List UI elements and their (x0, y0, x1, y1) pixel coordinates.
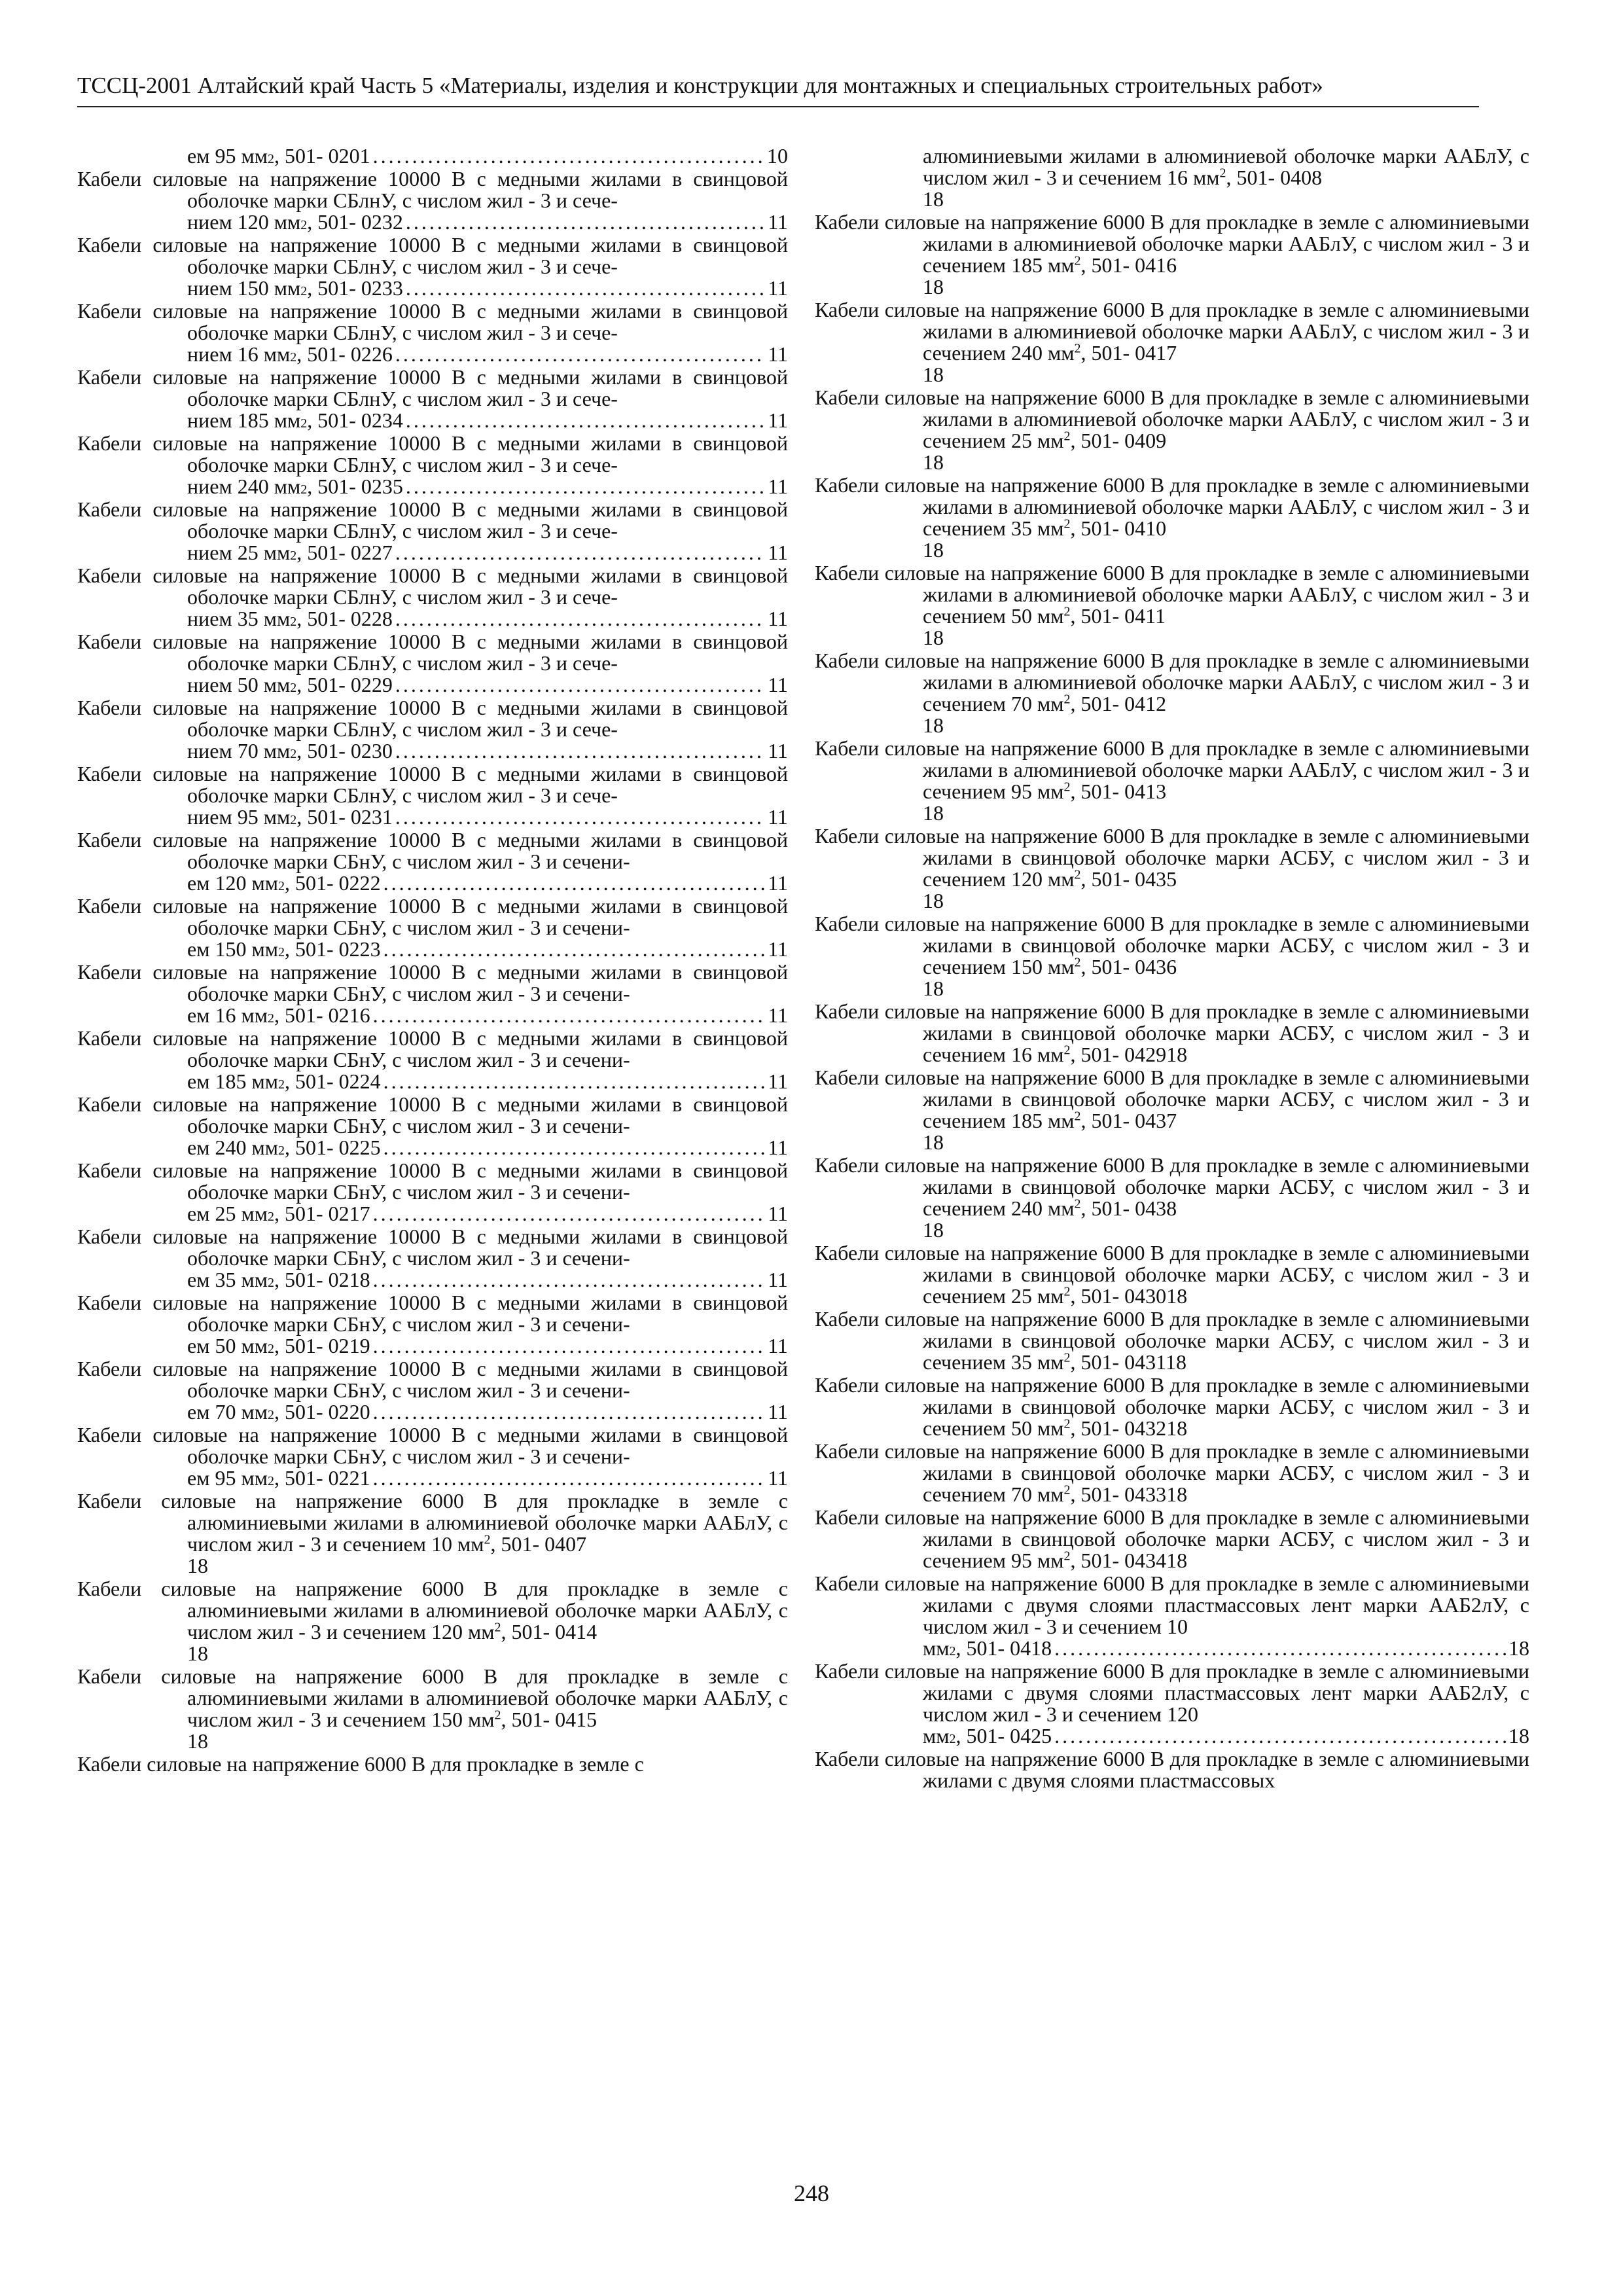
entry-page-number: 18 (923, 187, 944, 211)
entry-code: , 501- 0216 (274, 1003, 370, 1027)
entry-code: , 501- 0235 (307, 475, 403, 498)
entry-page-number: 11 (768, 342, 788, 366)
entry-code: , 501- 0408 (1226, 166, 1323, 189)
entry-leader-line: ем 16 мм 2 , 501- 0216 . . . 11 (187, 1005, 788, 1026)
index-entry (815, 1748, 1529, 1791)
entry-text: Кабели силовые на напряжение 10000 В с медными жилами в свинцовой оболочке марки СБлнУ, с числом жил - 3 и сече- (77, 365, 788, 410)
entry-text: Кабели силовые на напряжение 10000 В с медными жилами в свинцовой оболочке марки СБлнУ, с числом жил - 3 и сече- (77, 299, 788, 344)
entry-code: , 501- 0223 (284, 937, 381, 961)
entry-text: Кабели силовые на напряжение 10000 В с медными жилами в свинцовой оболочке марки СБнУ, с числом жил - 3 и сечени- (77, 1026, 788, 1071)
entry-page-number: 11 (768, 1334, 788, 1357)
index-entry (77, 1094, 788, 1158)
entry-section-text: ем 185 мм (187, 1069, 278, 1093)
entry-code: , 501- 0220 (274, 1400, 370, 1424)
dot-leader (383, 1137, 766, 1158)
entry-text: Кабели силовые на напряжение 6000 В для прокладке в земле с алюминиевыми жилами в свинцовой оболочке марки АСБУ, с числом жил - 3 и сечением 50 мм (815, 1373, 1529, 1440)
index-entry (77, 565, 788, 630)
superscript: 2 (1074, 867, 1081, 882)
entry-code: , 501- 0228 (296, 607, 393, 630)
dot-leader (406, 476, 765, 497)
index-entry (815, 299, 1529, 386)
superscript: 2 (1074, 253, 1081, 268)
index-entry (77, 145, 788, 167)
entry-section-text: ем 150 мм (187, 937, 278, 961)
entry-section-text: нием 50 мм (187, 673, 291, 696)
superscript: 2 (1063, 1482, 1071, 1498)
entry-text: Кабели силовые на напряжение 6000 В для прокладке в земле с алюминиевыми жилами с двумя слоями пластмассовых лент марки ААБ2лУ, с числом жил - 3 и сечением 10 (815, 1571, 1529, 1638)
entry-page-number: 11 (768, 1400, 788, 1424)
entry-leader-line: ем 50 мм 2 , 501- 0219 . . . 11 (187, 1335, 788, 1357)
index-entry (815, 1155, 1529, 1241)
dot-leader (373, 1467, 766, 1489)
entry-section-text: нием 70 мм (187, 739, 291, 762)
entry-text: Кабели силовые на напряжение 6000 В для прокладке в земле с алюминиевыми жилами в алюминиевой оболочке марки ААБлУ, с числом жил - 3 и сечением 150 мм (77, 1664, 788, 1731)
superscript: 2 (1074, 1109, 1081, 1124)
index-entry (77, 1578, 788, 1664)
superscript: 2 (1074, 955, 1081, 970)
dot-leader (395, 542, 765, 564)
entry-code: , 501- 0437 (1080, 1109, 1177, 1132)
entry-leader-line: ем 25 мм 2 , 501- 0217 . . . 11 (187, 1203, 788, 1225)
index-entry (815, 1242, 1529, 1307)
entry-page-number: 11 (768, 541, 788, 564)
entry-text: Кабели силовые на напряжение 6000 В для прокладке в земле с алюминиевыми жилами в алюминиевой оболочке марки ААБлУ, с числом жил - 3 и сечением 185 мм (815, 210, 1529, 277)
entry-leader-line: нием 185 мм 2 , 501- 0234 . . . 11 (187, 410, 788, 431)
entry-code: , 501- 043418 (1070, 1549, 1188, 1572)
entry-page-number: 18 (1508, 1636, 1529, 1660)
entry-leader-line: ем 95 мм 2 , 501- 0221 . . . 11 (187, 1467, 788, 1489)
index-entry (77, 300, 788, 365)
entry-section-text: ем 16 мм (187, 1003, 268, 1027)
entry-page-number: 11 (768, 1268, 788, 1291)
entry-text: Кабели силовые на напряжение 6000 В для прокладке в земле с алюминиевыми жилами в алюминиевой оболочке марки ААБлУ, с числом жил - 3 и сечением 95 мм (815, 736, 1529, 803)
index-entry (77, 1028, 788, 1092)
entry-page-number: 18 (923, 450, 944, 474)
entry-text: Кабели силовые на напряжение 10000 В с медными жилами в свинцовой оболочке марки СБлнУ, с числом жил - 3 и сече- (77, 696, 788, 741)
index-entry (815, 562, 1529, 649)
superscript: 2 (1074, 341, 1081, 356)
entry-code: , 501- 0412 (1070, 692, 1167, 715)
entry-code: , 501- 0233 (307, 276, 403, 300)
entry-text: Кабели силовые на напряжение 6000 В для прокладке в земле с алюминиевыми жилами в алюминиевой оболочке марки ААБлУ, с числом жил - 3 и сечением 240 мм (815, 298, 1529, 365)
index-entry (815, 1660, 1529, 1747)
entry-section-text: нием 240 мм (187, 475, 301, 498)
entry-code: , 501- 0224 (284, 1069, 381, 1093)
entry-text: Кабели силовые на напряжение 6000 В для прокладке в земле с алюминиевыми жилами в свинцовой оболочке марки АСБУ, с числом жил - 3 и сечением 25 мм (815, 1241, 1529, 1308)
index-entry (77, 1226, 788, 1291)
index-entry (815, 1067, 1529, 1153)
entry-page-number: 10 (767, 144, 788, 168)
entry-code: , 501- 0225 (284, 1136, 381, 1159)
entry-leader-line: ем 240 мм 2 , 501- 0225 . . . 11 (187, 1137, 788, 1158)
entry-page-number: 11 (768, 607, 788, 630)
entry-code: , 501- 0417 (1080, 341, 1177, 365)
index-entry (77, 763, 788, 828)
index-entry (77, 1424, 788, 1489)
entry-page-number: 11 (768, 871, 788, 895)
entry-text: Кабели силовые на напряжение 10000 В с медными жилами в свинцовой оболочке марки СБлнУ, с числом жил - 3 и сече- (77, 497, 788, 543)
index-column-right (815, 145, 1529, 1793)
entry-section-text: нием 16 мм (187, 342, 291, 366)
entry-text: Кабели силовые на напряжение 10000 В с медными жилами в свинцовой оболочке марки СБнУ, с числом жил - 3 и сечени- (77, 1291, 788, 1336)
dot-leader (395, 344, 765, 365)
index-entry (815, 1573, 1529, 1659)
index-entry (815, 913, 1529, 999)
index-entry (815, 475, 1529, 561)
index-entry (77, 1666, 788, 1752)
entry-text: Кабели силовые на напряжение 10000 В с медными жилами в свинцовой оболочке марки СБнУ, с числом жил - 3 и сечени- (77, 1357, 788, 1402)
index-entry (815, 1308, 1529, 1373)
index-entry (815, 650, 1529, 736)
entry-leader-line: нием 240 мм 2 , 501- 0235 . . . 11 (187, 476, 788, 497)
entry-section-text: ем 50 мм (187, 1334, 268, 1357)
superscript: 2 (1063, 516, 1071, 531)
entry-section-text: нием 150 мм (187, 276, 301, 300)
entry-page-number: 11 (768, 805, 788, 829)
entry-code: , 501- 0227 (296, 541, 393, 564)
dot-leader (406, 410, 765, 431)
entry-text: Кабели силовые на напряжение 6000 В для прокладке в земле с алюминиевыми жилами в свинцовой оболочке марки АСБУ, с числом жил - 3 и сечением 240 мм (815, 1153, 1529, 1220)
entry-leader-line: ем 120 мм 2 , 501- 0222 . . . 11 (187, 872, 788, 894)
entry-section-text: ем 95 мм (187, 144, 268, 168)
entry-text: Кабели силовые на напряжение 6000 В для прокладке в земле с (77, 1752, 644, 1776)
entry-section-text: ем 70 мм (187, 1400, 268, 1424)
dot-leader (1054, 1725, 1506, 1747)
entry-code: , 501- 0218 (274, 1268, 370, 1291)
entry-leader-line: нием 95 мм 2 , 501- 0231 . . . 11 (187, 806, 788, 828)
entry-code: , 501- 0219 (274, 1334, 370, 1357)
entry-section-text: мм (923, 1636, 950, 1660)
index-entry (815, 1441, 1529, 1505)
dot-leader (406, 278, 765, 299)
entry-code: , 501- 0425 (955, 1724, 1052, 1748)
index-entry (77, 234, 788, 299)
dot-leader (395, 608, 765, 630)
index-entry (77, 1358, 788, 1423)
index-entry (77, 1490, 788, 1577)
entry-page-number: 11 (768, 1003, 788, 1027)
entry-leader-line: ем 185 мм 2 , 501- 0224 . . . 11 (187, 1071, 788, 1092)
entry-section-text: нием 185 мм (187, 408, 301, 432)
entry-leader-line: мм 2 , 501- 0425 . . . 18 (923, 1725, 1529, 1747)
entry-code: , 501- 0411 (1070, 604, 1166, 628)
entry-code: , 501- 0413 (1070, 780, 1167, 803)
entry-page-number: 18 (923, 363, 944, 386)
index-entry (815, 1374, 1529, 1439)
entry-leader-line: нием 25 мм 2 , 501- 0227 . . . 11 (187, 542, 788, 564)
entry-code: , 501- 0222 (284, 871, 381, 895)
superscript: 2 (1063, 1549, 1071, 1564)
index-entry (77, 367, 788, 431)
dot-leader (395, 674, 765, 696)
entry-page-number: 18 (187, 1641, 208, 1665)
entry-page-number: 18 (923, 977, 944, 1000)
entry-text: Кабели силовые на напряжение 6000 В для прокладке в земле с алюминиевыми жилами в алюминиевой оболочке марки ААБлУ, с числом жил - 3 и сечением 50 мм (815, 561, 1529, 628)
dot-leader (395, 740, 765, 762)
entry-leader-line: ем 150 мм 2 , 501- 0223 . . . 11 (187, 939, 788, 960)
entry-page-number: 11 (768, 739, 788, 762)
entry-text: Кабели силовые на напряжение 6000 В для прокладке в земле с алюминиевыми жилами в алюминиевой оболочке марки ААБлУ, с числом жил - 3 и сечением 70 мм (815, 649, 1529, 715)
entry-code: , 501- 043318 (1070, 1482, 1188, 1506)
entry-text: Кабели силовые на напряжение 10000 В с медными жилами в свинцовой оболочке марки СБнУ, с числом жил - 3 и сечени- (77, 1423, 788, 1468)
index-entry (815, 211, 1529, 298)
entry-code: , 501- 043218 (1070, 1416, 1188, 1440)
entry-text: Кабели силовые на напряжение 6000 В для прокладке в земле с алюминиевыми жилами в свинцовой оболочке марки АСБУ, с числом жил - 3 и сечением 35 мм (815, 1307, 1529, 1374)
superscript: 2 (1063, 604, 1071, 619)
entry-page-number: 18 (923, 1130, 944, 1154)
entry-text: Кабели силовые на напряжение 6000 В для прокладке в земле с алюминиевыми жилами в свинцовой оболочке марки АСБУ, с числом жил - 3 и сечением 150 мм (815, 912, 1529, 978)
entry-text: Кабели силовые на напряжение 6000 В для прокладке в земле с алюминиевыми жилами в алюминиевой оболочке марки ААБлУ, с числом жил - 3 и сечением 25 мм (815, 386, 1529, 452)
entry-code: , 501- 0217 (274, 1202, 370, 1225)
entry-code: , 501- 0231 (296, 805, 393, 829)
dot-leader (373, 1335, 766, 1357)
entry-code: , 501- 0409 (1070, 429, 1167, 452)
index-entry (815, 145, 1529, 210)
entry-code: , 501- 0234 (307, 408, 403, 432)
index-entry (815, 1507, 1529, 1571)
entry-code: , 501- 042918 (1070, 1043, 1188, 1066)
entry-page-number: 18 (923, 713, 944, 737)
entry-section-text: нием 25 мм (187, 541, 291, 564)
entry-text: Кабели силовые на напряжение 6000 В для прокладке в земле с алюминиевыми жилами в свинцовой оболочке марки АСБУ, с числом жил - 3 и сечением 16 мм (815, 999, 1529, 1066)
entry-code: , 501- 0229 (296, 673, 393, 696)
entry-code: , 501- 0436 (1080, 955, 1177, 978)
dot-leader (383, 1071, 766, 1092)
entry-page-number: 11 (768, 937, 788, 961)
entry-page-number: 18 (1508, 1724, 1529, 1748)
index-entry (77, 961, 788, 1026)
entry-section-text: мм (923, 1724, 950, 1748)
entry-section-text: ем 240 мм (187, 1136, 278, 1159)
entry-leader-line: ем 70 мм 2 , 501- 0220 . . . 11 (187, 1401, 788, 1423)
entry-text: Кабели силовые на напряжение 6000 В для прокладке в земле с алюминиевыми жилами с двумя слоями пластмассовых лент марки ААБ2лУ, с числом жил - 3 и сечением 120 (815, 1659, 1529, 1726)
entry-code: , 501- 0232 (307, 210, 403, 234)
entry-text: Кабели силовые на напряжение 10000 В с медными жилами в свинцовой оболочке марки СБлнУ, с числом жил - 3 и сече- (77, 762, 788, 807)
superscript: 2 (1063, 429, 1071, 444)
entry-page-number: 18 (923, 801, 944, 825)
entry-text: Кабели силовые на напряжение 6000 В для прокладке в земле с алюминиевыми жилами в свинцовой оболочке марки АСБУ, с числом жил - 3 и сечением 95 мм (815, 1505, 1529, 1572)
superscript: 2 (1063, 692, 1071, 707)
page-number: 248 (794, 2180, 829, 2206)
index-entry (77, 1292, 788, 1357)
entry-page-number: 11 (768, 1466, 788, 1490)
superscript: 2 (494, 1708, 501, 1723)
entry-code: , 501- 043018 (1070, 1284, 1188, 1308)
entry-code: , 501- 0226 (296, 342, 393, 366)
entry-code: , 501- 0418 (955, 1636, 1052, 1660)
entry-code: , 501- 0416 (1080, 253, 1177, 277)
index-entry (77, 433, 788, 497)
entry-text: Кабели силовые на напряжение 6000 В для прокладке в земле с алюминиевыми жилами в алюминиевой оболочке марки ААБлУ, с числом жил - 3 и сечением 35 мм (815, 473, 1529, 540)
entry-text: Кабели силовые на напряжение 10000 В с медными жилами в свинцовой оболочке марки СБлнУ, с числом жил - 3 и сече- (77, 233, 788, 278)
index-entry (815, 387, 1529, 473)
dot-leader (373, 145, 764, 167)
dot-leader (1054, 1638, 1506, 1659)
dot-leader (383, 939, 766, 960)
entry-code: , 501- 0410 (1070, 516, 1167, 540)
entry-page-number: 18 (923, 626, 944, 649)
entry-page-number: 11 (768, 673, 788, 696)
index-entry (77, 1160, 788, 1225)
entry-section-text: ем 120 мм (187, 871, 278, 895)
entry-text: Кабели силовые на напряжение 6000 В для прокладке в земле с алюминиевыми жилами в алюминиевой оболочке марки ААБлУ, с числом жил - 3 и сечением 120 мм (77, 1577, 788, 1643)
superscript: 2 (494, 1620, 501, 1635)
index-entry (815, 825, 1529, 912)
superscript: 2 (484, 1532, 491, 1547)
entry-leader-line: ем 35 мм 2 , 501- 0218 . . . 11 (187, 1269, 788, 1291)
superscript: 2 (1063, 1284, 1071, 1299)
entry-page-number: 11 (768, 210, 788, 234)
superscript: 2 (1063, 780, 1071, 795)
entry-section-text: ем 95 мм (187, 1466, 268, 1490)
entry-leader-line: мм 2 , 501- 0418 . . . 18 (923, 1638, 1529, 1659)
entry-section-text: нием 120 мм (187, 210, 301, 234)
entry-code: , 501- 0435 (1080, 867, 1177, 891)
index-entry (77, 499, 788, 564)
entry-leader-line: нием 50 мм 2 , 501- 0229 . . . 11 (187, 674, 788, 696)
entry-code: , 501- 0414 (501, 1620, 597, 1643)
entry-text: Кабели силовые на напряжение 6000 В для прокладке в земле с алюминиевыми жилами в свинцовой оболочке марки АСБУ, с числом жил - 3 и сечением 185 мм (815, 1066, 1529, 1132)
index-entry (77, 168, 788, 233)
superscript: 2 (1063, 1416, 1071, 1431)
entry-page-number: 18 (923, 538, 944, 562)
entry-text: Кабели силовые на напряжение 10000 В с медными жилами в свинцовой оболочке марки СБнУ, с числом жил - 3 и сечени- (77, 1092, 788, 1138)
entry-leader-line: нием 120 мм 2 , 501- 0232 . . . 11 (187, 211, 788, 233)
entry-leader-line: нием 16 мм 2 , 501- 0226 . . . 11 (187, 344, 788, 365)
entry-section-text: ем 35 мм (187, 1268, 268, 1291)
superscript: 2 (1219, 166, 1226, 181)
index-entry (815, 738, 1529, 824)
index-entry (815, 1001, 1529, 1066)
dot-leader (373, 1005, 766, 1026)
index-entry (77, 895, 788, 960)
index-column-left (77, 145, 788, 1776)
entry-text: Кабели силовые на напряжение 10000 В с медными жилами в свинцовой оболочке марки СБлнУ, с числом жил - 3 и сече- (77, 431, 788, 476)
entry-leader-line: нием 70 мм 2 , 501- 0230 . . . 11 (187, 740, 788, 762)
entry-text: Кабели силовые на напряжение 6000 В для прокладке в земле с алюминиевыми жилами в свинцовой оболочке марки АСБУ, с числом жил - 3 и сечением 70 мм (815, 1439, 1529, 1506)
entry-code: , 501- 043118 (1070, 1350, 1186, 1374)
entry-text: Кабели силовые на напряжение 10000 В с медными жилами в свинцовой оболочке марки СБнУ, с числом жил - 3 и сечени- (77, 1225, 788, 1270)
index-entry (77, 1753, 788, 1775)
entry-text: Кабели силовые на напряжение 6000 В для прокладке в земле с алюминиевыми жилами с двумя слоями пластмассовых (815, 1747, 1529, 1792)
index-entry (77, 829, 788, 894)
entry-code: , 501- 0201 (274, 144, 370, 168)
entry-leader-line: нием 35 мм 2 , 501- 0228 . . . 11 (187, 608, 788, 630)
entry-page-number: 11 (768, 1069, 788, 1093)
dot-leader (373, 1203, 766, 1225)
entry-text: Кабели силовые на напряжение 10000 В с медными жилами в свинцовой оболочке марки СБнУ, с числом жил - 3 и сечени- (77, 894, 788, 939)
entry-page-number: 11 (768, 1202, 788, 1225)
entry-text: Кабели силовые на напряжение 6000 В для прокладке в земле с алюминиевыми жилами в алюминиевой оболочке марки ААБлУ, с числом жил - 3 и сечением 10 мм (77, 1489, 788, 1556)
entry-page-number: 18 (923, 1218, 944, 1242)
entry-text: Кабели силовые на напряжение 10000 В с медными жилами в свинцовой оболочке марки СБнУ, с числом жил - 3 и сечени- (77, 960, 788, 1005)
entry-section-text: нием 35 мм (187, 607, 291, 630)
dot-leader (383, 872, 766, 894)
page-header: ТССЦ-2001 Алтайский край Часть 5 «Материалы, изделия и конструкции для монтажных и специальных строительных работ» (77, 71, 1479, 107)
superscript: 2 (1063, 1350, 1071, 1365)
dot-leader (373, 1401, 766, 1423)
entry-code: , 501- 0230 (296, 739, 393, 762)
entry-page-number: 11 (768, 408, 788, 432)
entry-page-number: 18 (187, 1729, 208, 1753)
entry-text: Кабели силовые на напряжение 10000 В с медными жилами в свинцовой оболочке марки СБлнУ, с числом жил - 3 и сече- (77, 630, 788, 675)
entry-text: Кабели силовые на напряжение 6000 В для прокладке в земле с алюминиевыми жилами в свинцовой оболочке марки АСБУ, с числом жил - 3 и сечением 120 мм (815, 824, 1529, 891)
entry-page-number: 18 (187, 1554, 208, 1577)
entry-code: , 501- 0438 (1080, 1196, 1177, 1220)
superscript: 2 (1063, 1043, 1071, 1058)
entry-leader-line: ем 95 мм 2 , 501- 0201 . . . 10 (187, 145, 788, 167)
dot-leader (373, 1269, 766, 1291)
entry-text: Кабели силовые на напряжение 10000 В с медными жилами в свинцовой оболочке марки СБнУ, с числом жил - 3 и сечени- (77, 1158, 788, 1204)
entry-code: , 501- 0415 (501, 1708, 597, 1731)
dot-leader (395, 806, 765, 828)
superscript: 2 (1074, 1196, 1081, 1211)
entry-text: алюминиевыми жилами в алюминиевой оболочке марки ААБлУ, с числом жил - 3 и сечением 16 мм (923, 144, 1529, 189)
entry-text: Кабели силовые на напряжение 10000 В с медными жилами в свинцовой оболочке марки СБнУ, с числом жил - 3 и сечени- (77, 828, 788, 873)
index-entry (77, 697, 788, 762)
entry-section-text: ем 25 мм (187, 1202, 268, 1225)
entry-code: , 501- 0221 (274, 1466, 370, 1490)
dot-leader (406, 211, 765, 233)
entry-page-number: 18 (923, 275, 944, 298)
entry-section-text: нием 95 мм (187, 805, 291, 829)
entry-page-number: 11 (768, 475, 788, 498)
entry-leader-line: нием 150 мм 2 , 501- 0233 . . . 11 (187, 278, 788, 299)
entry-text: Кабели силовые на напряжение 10000 В с медными жилами в свинцовой оболочке марки СБлнУ, с числом жил - 3 и сече- (77, 167, 788, 212)
index-entry (77, 631, 788, 696)
entry-text: Кабели силовые на напряжение 10000 В с медными жилами в свинцовой оболочке марки СБлнУ, с числом жил - 3 и сече- (77, 564, 788, 609)
entry-page-number: 11 (768, 276, 788, 300)
entry-page-number: 18 (923, 889, 944, 912)
entry-page-number: 11 (768, 1136, 788, 1159)
entry-code: , 501- 0407 (490, 1532, 587, 1556)
